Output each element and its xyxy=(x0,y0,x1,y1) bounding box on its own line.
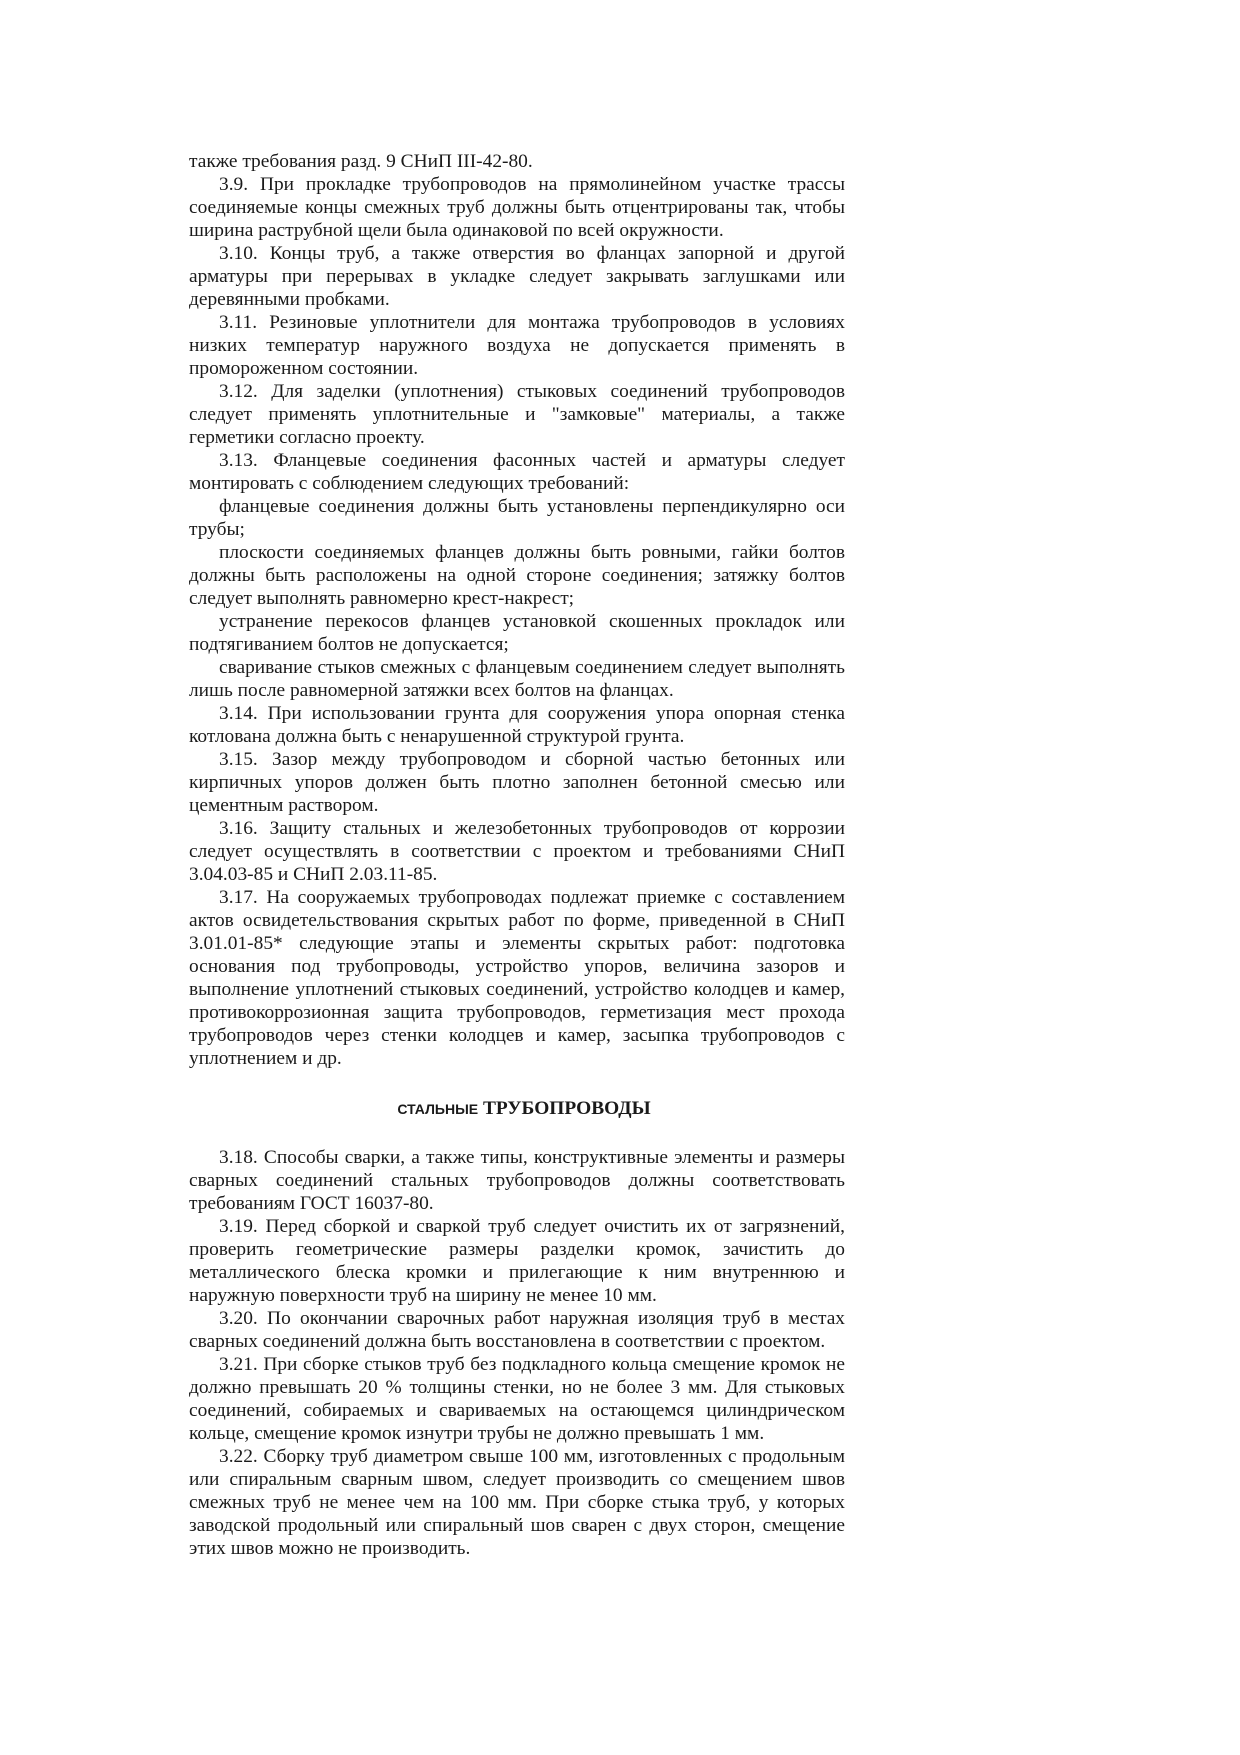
paragraph-3-20: 3.20. По окончании сварочных работ наружная изоляция труб в местах сварных соединений должна быть восстановлена в соответствии с проектом. xyxy=(189,1308,845,1352)
section-heading-big: ТРУБОПРОВОДЫ xyxy=(483,1098,651,1119)
paragraph-flange-planes: плоскости соединяемых фланцев должны быть ровными, гайки болтов должны быть расположены на одной стороне соединения; затяжку болтов следует выполнять равномерно крест-накрест; xyxy=(189,542,845,609)
section-heading xyxy=(189,1096,845,1122)
document-page xyxy=(189,150,845,1560)
paragraph-3-11: 3.11. Резиновые уплотнители для монтажа трубопроводов в условиях низких температур наружного воздуха не допускается применять в промороженном состоянии. xyxy=(189,312,845,379)
paragraph-3-19: 3.19. Перед сборкой и сваркой труб следует очистить их от загрязнений, проверить геометрические размеры разделки кромок, зачистить до металлического блеска кромки и прилегающие к ним внутреннюю и наружную поверхности труб на ширину не менее 10 мм. xyxy=(189,1216,845,1306)
paragraph-3-16: 3.16. Защиту стальных и железобетонных трубопроводов от коррозии следует осуществлять в соответствии с проектом и требованиями СНиП 3.04.03-85 и СНиП 2.03.11-85. xyxy=(189,818,845,885)
paragraph-3-13: 3.13. Фланцевые соединения фасонных частей и арматуры следует монтировать с соблюдением следующих требований: xyxy=(189,450,845,494)
paragraph-continuation: также требования разд. 9 СНиП III-42-80. xyxy=(189,151,533,172)
paragraph-3-10: 3.10. Концы труб, а также отверстия во фланцах запорной и другой арматуры при перерывах в укладке следует закрывать заглушками или деревянными пробками. xyxy=(189,243,845,310)
paragraph-3-9: 3.9. При прокладке трубопроводов на прямолинейном участке трассы соединяемые концы смежных труб должны быть отцентрированы так, чтобы ширина раструбной щели была одинаковой по всей окружности. xyxy=(189,174,845,241)
paragraph-flange-perpendicular: фланцевые соединения должны быть установлены перпендикулярно оси трубы; xyxy=(189,496,845,540)
paragraph-3-17: 3.17. На сооружаемых трубопроводах подлежат приемке с составлением актов освидетельствования скрытых работ по форме, приведенной в СНиП 3.01.01-85* следующие этапы и элементы скрытых работ: подготовка основания под трубопроводы, устройство упоров, величина зазоров и выполнение уплотнений стыковых соединений, устройство колодцев и камер, противокоррозионная защита трубопроводов, герметизация мест прохода трубопроводов через стенки колодцев и камер, засыпка трубопроводов с уплотнением и др. xyxy=(189,887,845,1069)
paragraph-flange-skew: устранение перекосов фланцев установкой скошенных прокладок или подтягиванием болтов не допускается; xyxy=(189,611,845,655)
paragraph-3-18: 3.18. Способы сварки, а также типы, конструктивные элементы и размеры сварных соединений стальных трубопроводов должны соответствовать требованиям ГОСТ 16037-80. xyxy=(189,1147,845,1214)
section-heading-small: СТАЛЬНЫЕ xyxy=(397,1101,479,1117)
paragraph-3-22: 3.22. Сборку труб диаметром свыше 100 мм, изготовленных с продольным или спиральным сварным швом, следует производить со смещением швов смежных труб не менее чем на 100 мм. При сборке стыка труб, у которых заводской продольный или спиральный шов сварен с двух сторон, смещение этих швов можно не производить. xyxy=(189,1446,845,1559)
paragraph-3-14: 3.14. При использовании грунта для сооружения упора опорная стенка котлована должна быть с ненарушенной структурой грунта. xyxy=(189,703,845,747)
paragraph-flange-welding: сваривание стыков смежных с фланцевым соединением следует выполнять лишь после равномерной затяжки всех болтов на фланцах. xyxy=(189,657,845,701)
paragraph-3-15: 3.15. Зазор между трубопроводом и сборной частью бетонных или кирпичных упоров должен быть плотно заполнен бетонной смесью или цементным раствором. xyxy=(189,749,845,816)
paragraph-3-12: 3.12. Для заделки (уплотнения) стыковых соединений трубопроводов следует применять уплотнительные и "замковые" материалы, а также герметики согласно проекту. xyxy=(189,381,845,448)
paragraph-3-21: 3.21. При сборке стыков труб без подкладного кольца смещение кромок не должно превышать 20 % толщины стенки, но не более 3 мм. Для стыковых соединений, собираемых и свариваемых на остающемся цилиндрическом кольце, смещение кромок изнутри трубы не должно превышать 1 мм. xyxy=(189,1354,845,1444)
